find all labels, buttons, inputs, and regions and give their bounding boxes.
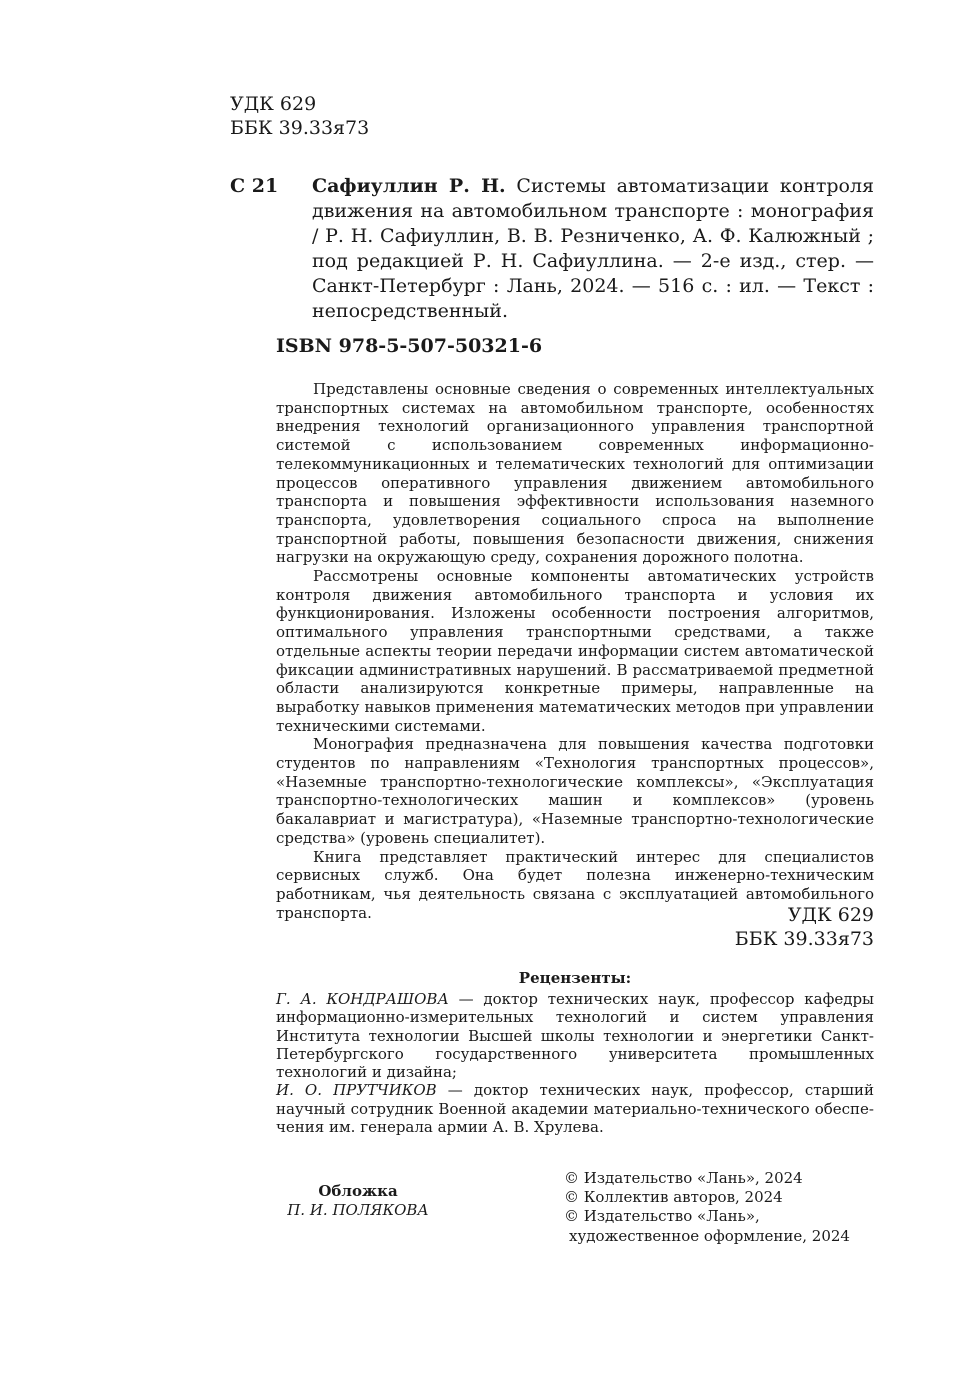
copyright-line: художественное оформление, 2024 [569, 1226, 850, 1245]
bbk-code: ББК 39.33я73 [230, 117, 370, 139]
reviewer-name: Г. А. КОНДРАШОВА [276, 990, 449, 1008]
annotation [276, 380, 874, 922]
entry-author: Сафиуллин Р. Н. [312, 175, 506, 197]
bbk-code: ББК 39.33я73 [734, 928, 874, 950]
cover-credit [284, 1182, 432, 1220]
catalog-letter: С 21 [230, 175, 279, 197]
cover-designer: П. И. ПОЛЯКОВА [287, 1201, 429, 1219]
udk-code: УДК 629 [787, 904, 874, 926]
copyright-line: © Коллектив авторов, 2024 [564, 1188, 783, 1207]
reviewer-description: — доктор технических наук, профессор кафедры информационно-измерительных технологий и систем управления Института технологии Высшей школы технологии и энергетики Санкт-Петербургского государственного университета промышленных технологий и дизайна; [276, 990, 874, 1082]
annotation-paragraph: Рассмотрены основные компоненты автоматических устройств контроля движения автомобильного транспорта и условия их функционирования. Изложены особенности построения алгоритмов, оптимального управления транспортными средствами, а также отдельные аспекты теории передачи информации систем автоматической фиксации административных нарушений. В рассматриваемой предметной области анализируются конкретные примеры, направленные на выработку навыков применения математических методов при управлении техническими системами. [276, 567, 874, 735]
annotation-paragraph: Представлены основные сведения о современных интеллектуальных транспортных системах на автомобильном транспорте, особенностях внедрения технологий организационного управления транспортной системой с использованием современных информационно-телекоммуникационных и телематических технологий для оптимизации процессов оперативного управления движением автомобильного транспорта и повышения эффективности использования наземного транспорта, удовлетворения социального спроса на выполнение транспортной работы, повышения безопасности движения, снижения нагрузки на окружающую среду, сохранения дорожного полотна. [276, 380, 874, 567]
copyright-block [564, 1169, 850, 1246]
reviewer-description: — доктор технических наук, профессор, старший научный сотрудник Военной академии материально-технического обеспечения им. генерала армии А. В. Хрулева. [276, 1081, 874, 1137]
annotation-paragraph: Монография предназначена для повышения качества подготовки студентов по направлениям «Технология транспортных процессов», «Наземные транспортно-технологические комплексы», «Эксплуатация транспортно-технологических машин и комплексов» (уровень бакалавриат и магистратура), «Наземные транспортно-технологические средства» (уровень специалитет). [276, 735, 874, 847]
reviewers-list [276, 990, 874, 1136]
classification-codes-bottom [700, 903, 874, 951]
reviewer-name: И. О. ПРУТЧИКОВ [276, 1081, 437, 1100]
reviewers-heading: Рецензенты: [518, 969, 632, 987]
entry-text: Системы автоматизации контроля движения на автомобильном транспорте : монография / Р. Н. Сафиуллин, В. В. Резниченко, А. Ф. Калюжный ; под редакцией Р. Н. Сафиуллина. — 2-е изд., стер. — Санкт-Петербург : Лань, 2024. — 516 с. : ил. — Текст : непосредственный. [312, 175, 875, 322]
udk-code: УДК 629 [230, 93, 317, 115]
bibliographic-entry [312, 174, 874, 324]
copyright-line: © Издательство «Лань», [564, 1207, 760, 1226]
cover-label: Обложка [318, 1182, 398, 1200]
annotation-paragraph: Книга представляет практический интерес для специалистов сервисных служб. Она будет полезна инженерно-техническим работникам, чья деятельность связана с эксплуатацией автомобильного транспорта. [276, 847, 874, 922]
isbn: ISBN 978-5-507-50321-6 [276, 335, 543, 357]
classification-codes-top [230, 92, 369, 140]
reviewer-item [276, 990, 874, 1081]
copyright-line: © Издательство «Лань», 2024 [564, 1169, 803, 1187]
reviewer-item [276, 1081, 874, 1136]
